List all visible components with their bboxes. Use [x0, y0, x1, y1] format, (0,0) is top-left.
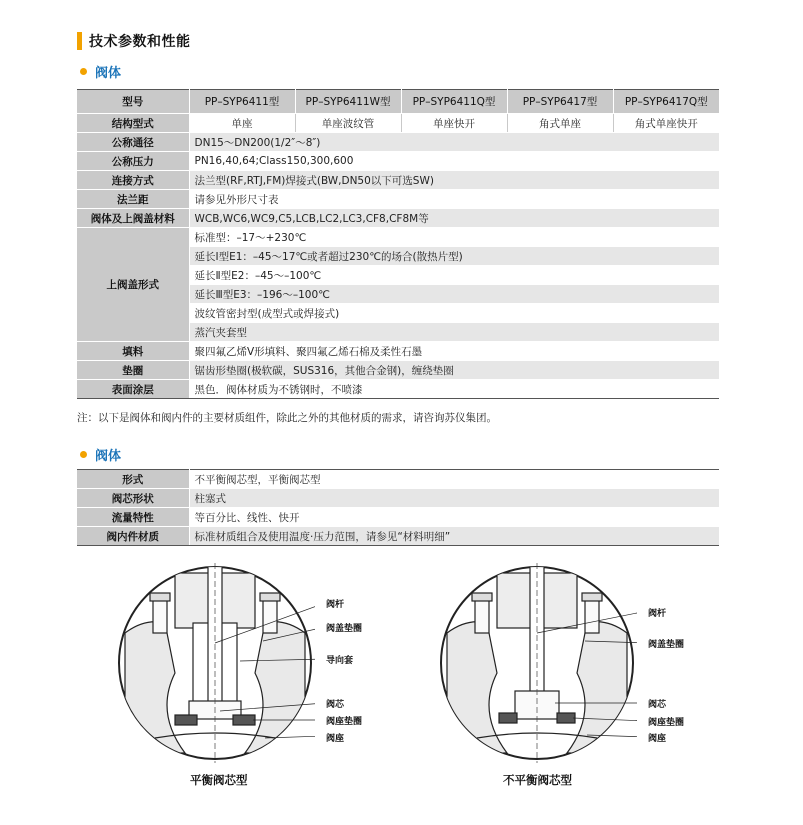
table-row	[77, 380, 719, 399]
unbalanced-plug-drawing	[437, 563, 637, 763]
row-label: 表面涂层	[77, 380, 189, 399]
table-row	[77, 209, 719, 228]
row-value: 柱塞式	[189, 489, 719, 508]
callout-seat: 阀座	[648, 734, 667, 744]
row-value: 锯齿形垫圈(极软碳，SUS316，其他合金钢)，缠绕垫圈	[189, 361, 719, 380]
row-label: 流量特性	[77, 508, 189, 527]
table-row	[77, 361, 719, 380]
model-header: PP–SYP6417Q型	[613, 90, 719, 114]
table-row	[77, 171, 719, 190]
main-title	[77, 31, 191, 51]
table-row	[77, 508, 719, 527]
table-row	[77, 152, 719, 171]
row-value: 聚四氟乙烯V形填料、聚四氟乙烯石棉及柔性石墨	[189, 342, 719, 361]
row-value: PN16,40,64;Class150,300,600	[189, 152, 719, 171]
title-accent-bar	[77, 32, 82, 50]
callout-seat-gasket: 阀座垫圈	[326, 717, 363, 727]
structure-value: 单座波纹管	[295, 114, 401, 133]
caption-unbalanced-plug: 不平衡阀芯型	[503, 773, 572, 787]
row-label: 法兰距	[77, 190, 189, 209]
callout-seat: 阀座	[326, 734, 345, 744]
section-title-text: 阀体	[95, 449, 122, 464]
callout-stem: 阀杆	[326, 600, 345, 610]
structure-value: 单座快开	[401, 114, 507, 133]
row-value: 请参见外形尺寸表	[189, 190, 719, 209]
table-row	[77, 342, 719, 361]
row-value: 标准材质组合及使用温度·压力范围，请参见“材料明细”	[189, 527, 719, 546]
row-label: 阀体及上阀盖材料	[77, 209, 189, 228]
callout-plug: 阀芯	[326, 700, 345, 710]
row-label: 填料	[77, 342, 189, 361]
row-label: 形式	[77, 470, 189, 489]
model-header: PP–SYP6411W型	[295, 90, 401, 114]
table-row	[77, 527, 719, 546]
callout-stem: 阀杆	[648, 609, 667, 619]
section-title-trim	[80, 445, 121, 464]
bonnet-value: 波纹管密封型(成型式或焊接式)	[189, 304, 719, 323]
row-label: 连接方式	[77, 171, 189, 190]
table-row	[77, 489, 719, 508]
row-value: DN15～DN200(1/2″～8″)	[189, 133, 719, 152]
row-label: 结构型式	[77, 114, 189, 133]
table-row-structure	[77, 114, 719, 133]
main-title-text: 技术参数和性能	[89, 34, 191, 50]
row-value: 不平衡阀芯型，平衡阀芯型	[189, 470, 719, 489]
note-text: 注：以下是阀体和阀内件的主要材质组件，除此之外的其他材质的需求，请咨询苏仪集团。	[77, 412, 497, 424]
row-label: 上阀盖形式	[77, 228, 189, 342]
bonnet-value: 标准型：–17～+230℃	[189, 228, 719, 247]
structure-value: 角式单座快开	[613, 114, 719, 133]
table-row-bonnet	[77, 228, 719, 247]
row-label: 公称压力	[77, 152, 189, 171]
row-label: 阀内件材质	[77, 527, 189, 546]
bonnet-value: 延长Ⅱ型E2：–45～–100℃	[189, 266, 719, 285]
bullet-dot-icon	[80, 68, 87, 75]
callout-seat-gasket: 阀座垫圈	[648, 718, 685, 728]
model-header: PP–SYP6411Q型	[401, 90, 507, 114]
callout-plug: 阀芯	[648, 700, 667, 710]
model-header: PP–SYP6417型	[507, 90, 613, 114]
structure-value: 单座	[189, 114, 295, 133]
section-title-text: 阀体	[95, 66, 122, 81]
table-row-model	[77, 90, 719, 114]
row-label: 垫圈	[77, 361, 189, 380]
section-title-valve-body	[80, 62, 121, 81]
callout-guide-bushing: 导向套	[326, 656, 354, 666]
row-label: 型号	[77, 90, 189, 114]
row-label: 公称通径	[77, 133, 189, 152]
bonnet-value: 蒸汽夹套型	[189, 323, 719, 342]
table-row	[77, 190, 719, 209]
caption-balanced-plug: 平衡阀芯型	[190, 773, 248, 787]
row-value: 黑色．阀体材质为不锈钢时，不喷漆	[189, 380, 719, 399]
bullet-dot-icon	[80, 451, 87, 458]
bonnet-value: 延长Ⅲ型E3：–196～–100℃	[189, 285, 719, 304]
callout-bonnet-gasket: 阀盖垫圈	[648, 640, 685, 650]
row-value: WCB,WC6,WC9,C5,LCB,LC2,LC3,CF8,CF8M等	[189, 209, 719, 228]
valve-body-spec-table	[77, 89, 719, 399]
model-header: PP–SYP6411型	[189, 90, 295, 114]
table-row	[77, 133, 719, 152]
callout-bonnet-gasket: 阀盖垫圈	[326, 624, 363, 634]
balanced-plug-drawing	[115, 563, 315, 763]
row-value: 等百分比、线性、快开	[189, 508, 719, 527]
row-value: 法兰型(RF,RTJ,FM)焊接式(BW,DN50以下可选SW)	[189, 171, 719, 190]
row-label: 阀芯形状	[77, 489, 189, 508]
trim-spec-table	[77, 469, 719, 546]
bonnet-value: 延长Ⅰ型E1：–45～17℃或者超过230℃的场合(散热片型)	[189, 247, 719, 266]
structure-value: 角式单座	[507, 114, 613, 133]
table-row	[77, 470, 719, 489]
